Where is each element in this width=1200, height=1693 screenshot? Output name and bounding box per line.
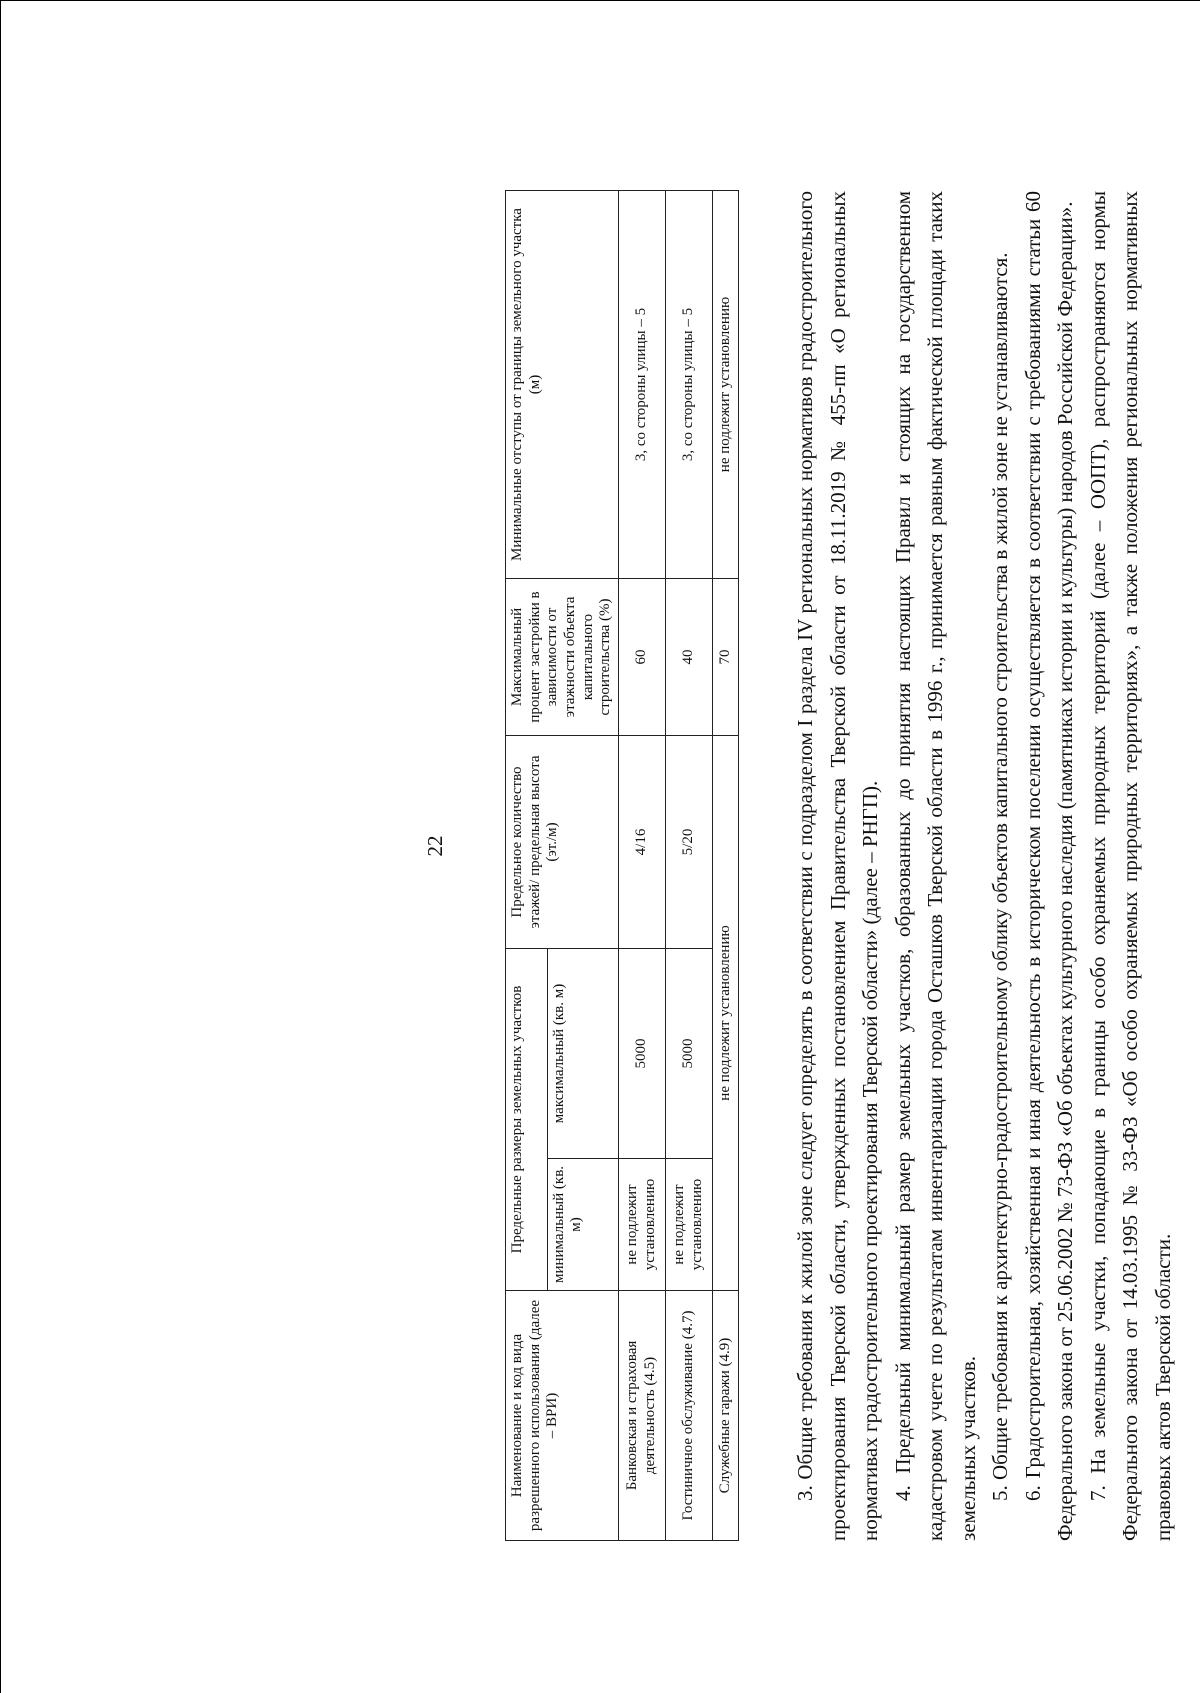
cell-name: Служебные гаражи (4.9) <box>713 1291 739 1541</box>
paragraph: 4. Предельный минимальный размер земельных участков, образованных до принятия настоящих Правил и стоящих на государственном кадастровом учете по результатам инвентаризации города Осташков Тверской области в 1996 г., принимается равным фактической площади таких земельных участков. <box>890 191 980 1541</box>
table-row <box>713 191 739 1541</box>
cell-max: 5000 <box>619 949 666 1159</box>
header-name: Наименование и код вида разрешенного использования (далее – ВРИ) <box>506 1291 619 1541</box>
paragraph: 5. Общие требования к архитектурно-градостроительному облику объектов капитального строительства в жилой зоне не устанавливаются. <box>988 252 1012 1501</box>
cell-name: Гостиничное обслуживание (4.7) <box>666 1291 713 1541</box>
cell-setbacks: 3, со стороны улицы – 5 <box>666 191 713 579</box>
table-row <box>666 191 713 1541</box>
cell-setbacks: не подлежит установлению <box>713 191 739 579</box>
header-setbacks: Минимальные отступы от границы земельного участка (м) <box>506 191 619 579</box>
body-text <box>789 191 1179 1541</box>
header-min: минимальный (кв. м) <box>547 1159 618 1291</box>
cell-percent: 70 <box>713 579 739 736</box>
zoning-parameters-table <box>505 190 739 1541</box>
cell-min: не подлежит установлению <box>666 1159 713 1291</box>
header-percent: Максимальный процент застройки в зависимости от этажности объекта капитального строительства (%) <box>506 579 619 736</box>
cell-sizes-merged: не подлежит установлению <box>713 736 739 1291</box>
rotated-page <box>405 111 1200 1581</box>
cell-floors: 5/20 <box>666 736 713 949</box>
cell-percent: 60 <box>619 579 666 736</box>
paragraph: 3. Общие требования к жилой зоне следует определять в соответствии с подразделом I раздела IV региональных нормативов градостроительного проектирования Тверской области, утвержденных постановлением Правительства Тверской области от 18.11.2019 № 455-пп «О региональных нормативах градостроительного проектирования Тверской области» (далее – РНГП). <box>793 191 882 1541</box>
table-row <box>619 191 666 1541</box>
page-number: 22 <box>423 835 447 857</box>
cell-floors: 4/16 <box>619 736 666 949</box>
cell-min: не подлежит установлению <box>619 1159 666 1291</box>
header-floors: Предельное количество этажей/ предельная высота (эт./м) <box>506 736 619 949</box>
paragraph: 7. На земельные участки, попадающие в границы особо охраняемых природных территорий (далее – ООПТ), распространяются нормы Федерального закона от 14.03.1995 № 33-ФЗ «Об особо охраняемых природных территориях», а также положения региональных нормативных правовых актов Тверской области. <box>1085 191 1175 1541</box>
cell-percent: 40 <box>666 579 713 736</box>
header-max: максимальный (кв. м) <box>547 949 618 1159</box>
header-plot-sizes: Предельные размеры земельных участков <box>506 949 548 1291</box>
cell-setbacks: 3, со стороны улицы – 5 <box>619 191 666 579</box>
cell-name: Банковская и страховая деятельность (4.5) <box>619 1291 666 1541</box>
paragraph: 6. Градостроительная, хозяйственная и иная деятельность в историческом поселении осуществляется в соответствии с требованиями статьи 60 Федерального закона от 25.06.2002 № 73-ФЗ «Об объектах культурного наследия (памятниках истории и культуры) народов Российской Федерации». <box>1020 191 1077 1541</box>
cell-max: 5000 <box>666 949 713 1159</box>
